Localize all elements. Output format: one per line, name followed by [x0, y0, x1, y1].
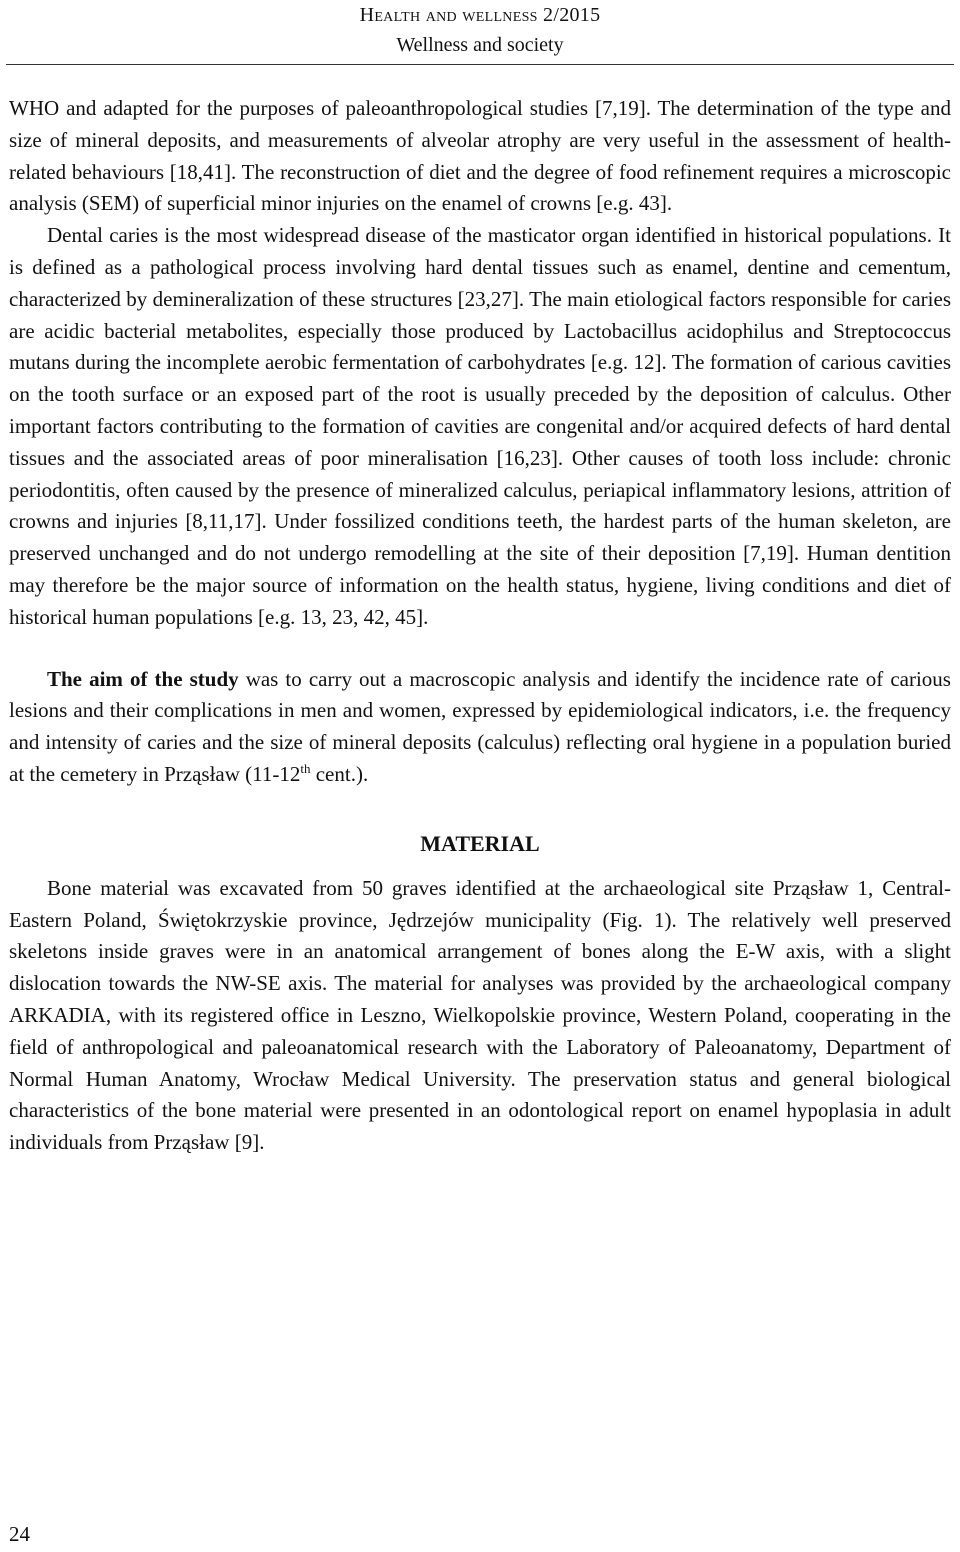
paragraph-spacer — [9, 634, 951, 664]
aim-text: was to carry out a macroscopic analysis and identify the incidence rate of carious lesions and their complications in men and women, expressed by epidemiological indicators, i.e. the frequency and intensity of caries and the size of mineral deposits (calculus) reflecting oral hygiene in a population buried at the cemetery in Prząsław (11-12 — [9, 666, 951, 786]
paragraph-dental-caries: Dental caries is the most widespread disease of the masticator organ identified in historical populations. It is defined as a pathological process involving hard dental tissues such as enamel, dentine and cementum, characterized by demineralization of these structures [23,27]. The main etiological factors responsible for caries are acidic bacterial metabolites, especially those produced by Lactobacillus acidophilus and Streptococcus mutans during the incomplete aerobic fermentation of carbohydrates [e.g. 12]. The formation of carious cavities on the tooth surface or an exposed part of the root is usually preceded by the deposition of calculus. Other important factors contributing to the formation of cavities are congenital and/or acquired defects of hard dental tissues and the associated areas of poor mineralisation [16,23]. Other causes of tooth loss include: chronic periodontitis, often caused by the presence of mineralized calculus, periapical inflammatory lesions, attrition of crowns and injuries [8,11,17]. Under fossilized conditions teeth, the hardest parts of the human skeleton, are preserved unchanged and do not undergo remodelling at the site of their deposition [7,19]. Human dentition may therefore be the major source of information on the health status, hygiene, living conditions and diet of historical human populations [e.g. 13, 23, 42, 45]. — [9, 223, 951, 629]
aim-lead-phrase: The aim of the study — [47, 666, 239, 691]
aim-superscript: th — [300, 760, 311, 776]
paragraph-aim — [9, 664, 951, 791]
aim-text-end: cent.). — [310, 761, 369, 786]
article-body — [9, 93, 951, 1159]
journal-title: Health and wellness 2/2015 — [359, 4, 601, 26]
header-divider — [6, 64, 954, 65]
paragraph-material: Bone material was excavated from 50 graves identified at the archaeological site Prząsław 1, Central-Eastern Poland, Świętokrzyskie province, Jędrzejów municipality (Fig. 1). The relatively well preserved skeletons inside graves were in an anatomical arrangement of bones along the E-W axis, with a slight dislocation towards the NW-SE axis. The material for analyses was provided by the archaeological company ARKADIA, with its registered office in Leszno, Wielkopolskie province, Western Poland, cooperating in the field of anthropological and paleoanatomical research with the Laboratory of Paleoanatomy, Department of Normal Human Anatomy, Wrocław Medical University. The preservation status and general biological characteristics of the bone material were presented in an odontological report on enamel hypoplasia in adult individuals from Prząsław [9]. — [9, 875, 951, 1155]
section-heading-wrap — [9, 791, 951, 873]
page-number: 24 — [9, 1522, 30, 1546]
running-header — [0, 0, 960, 60]
paragraph-intro-continued: WHO and adapted for the purposes of paleoanthropological studies [7,19]. The determination of the type and size of mineral deposits, and measurements of alveolar atrophy are very useful in the assessment of health-related behaviours [18,41]. The reconstruction of diet and the degree of food refinement requires a microscopic analysis (SEM) of superficial minor injuries on the enamel of crowns [e.g. 43]. — [9, 96, 951, 216]
heading-spacer — [9, 799, 951, 829]
section-heading-material: MATERIAL — [420, 830, 540, 856]
section-title: Wellness and society — [396, 34, 564, 56]
